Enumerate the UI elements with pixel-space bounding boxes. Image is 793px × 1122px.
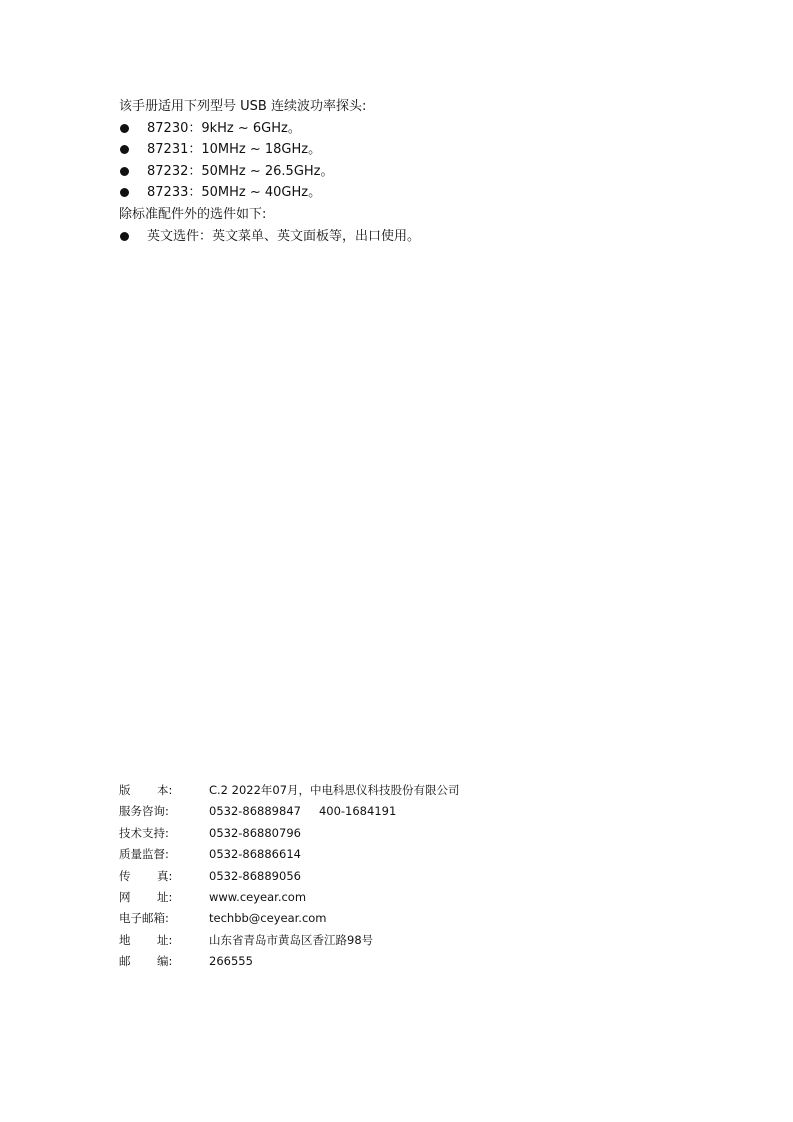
version-label bbox=[119, 780, 209, 801]
service-hotline: 400-1684191 bbox=[318, 804, 397, 819]
model-text: 87233：50MHz ~ 40GHz。 bbox=[147, 185, 322, 201]
model-item bbox=[119, 161, 739, 183]
address-label-a: 地 bbox=[119, 932, 131, 947]
email-value: techbb@ceyear.com bbox=[209, 911, 327, 926]
tech-support-value: 0532-86880796 bbox=[209, 825, 301, 840]
address-value: 山东省青岛市黄岛区香江路98号 bbox=[209, 932, 374, 947]
model-item bbox=[119, 139, 739, 161]
postcode-row bbox=[119, 951, 679, 972]
fax-label-b: 真: bbox=[157, 868, 173, 883]
email-label: 电子邮箱: bbox=[119, 911, 169, 926]
address-row bbox=[119, 930, 679, 951]
option-text: 英文选件：英文菜单、英文面板等，出口使用。 bbox=[147, 228, 421, 244]
service-label: 服务咨询: bbox=[119, 804, 169, 819]
model-text: 87232：50MHz ~ 26.5GHz。 bbox=[147, 163, 334, 179]
model-item bbox=[119, 182, 739, 204]
bullet-icon bbox=[120, 124, 129, 133]
website-row bbox=[119, 887, 679, 908]
version-row bbox=[119, 780, 679, 801]
option-item bbox=[119, 226, 739, 248]
bullet-icon bbox=[120, 167, 129, 176]
bullet-icon bbox=[120, 232, 129, 241]
model-text: 87231：10MHz ~ 18GHz。 bbox=[147, 142, 322, 158]
website-label-a: 网 bbox=[119, 890, 131, 905]
version-label-a: 版 bbox=[119, 783, 131, 797]
bullet-icon bbox=[120, 145, 129, 154]
quality-row bbox=[119, 844, 679, 865]
tech-support-label: 技术支持: bbox=[119, 825, 169, 840]
service-row bbox=[119, 801, 679, 822]
applicability-section bbox=[119, 96, 739, 247]
fax-label-a: 传 bbox=[119, 868, 131, 883]
publisher-info bbox=[119, 780, 679, 973]
website-value: www.ceyear.com bbox=[209, 890, 307, 905]
service-value bbox=[209, 801, 679, 822]
bullet-icon bbox=[120, 188, 129, 197]
quality-value: 0532-86886614 bbox=[209, 847, 301, 862]
address-label bbox=[119, 930, 209, 951]
options-heading: 除标准配件外的选件如下: bbox=[119, 206, 267, 222]
postcode-value: 266555 bbox=[209, 954, 253, 969]
tech-support-row bbox=[119, 823, 679, 844]
website-label bbox=[119, 887, 209, 908]
version-label-b: 本: bbox=[157, 783, 173, 797]
model-item bbox=[119, 118, 739, 140]
email-row bbox=[119, 908, 679, 929]
postcode-label bbox=[119, 951, 209, 972]
fax-label bbox=[119, 866, 209, 887]
service-phone: 0532-86889847 bbox=[209, 804, 301, 819]
quality-label: 质量监督: bbox=[119, 847, 169, 862]
fax-value: 0532-86889056 bbox=[209, 868, 301, 883]
postcode-label-b: 编: bbox=[157, 954, 173, 969]
applicability-heading: 该手册适用下列型号 USB 连续波功率探头: bbox=[119, 99, 367, 114]
postcode-label-a: 邮 bbox=[119, 954, 131, 969]
website-label-b: 址: bbox=[157, 890, 173, 905]
fax-row bbox=[119, 866, 679, 887]
version-value: C.2 2022年07月，中电科思仪科技股份有限公司 bbox=[209, 783, 460, 797]
address-label-b: 址: bbox=[157, 932, 173, 947]
model-text: 87230：9kHz ~ 6GHz。 bbox=[147, 120, 301, 136]
